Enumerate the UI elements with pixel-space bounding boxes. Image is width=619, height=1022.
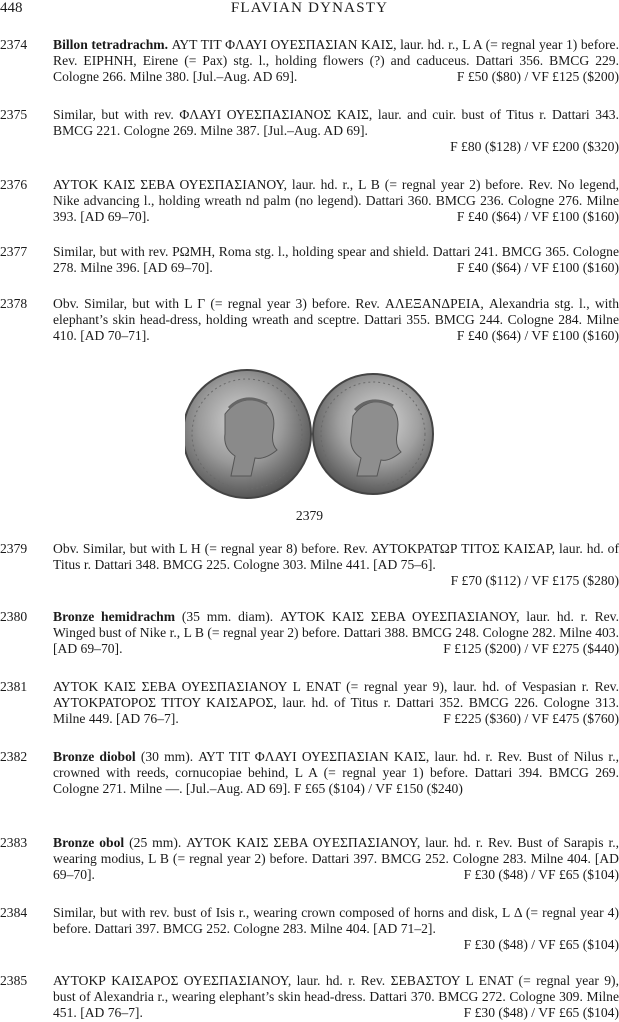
entry-description: Obv. Similar, but with L H (= regnal year 8) before. Rev. ΑΥΤΟΚΡΑΤΩΡ ΤΙΤΟΣ ΚΑΙΣΑΡ, laur. hd. of Titus r. Dattari 348. BMCG 225. Cologne 303. Milne 441. [AD 75–6]. — [53, 541, 619, 573]
catalogue-entry — [0, 973, 619, 1022]
entry-description: Obv. Similar, but with L Γ (= regnal year 3) before. Rev. ΑΛΕΞΑΝΔΡΕΙΑ, Alexandria stg. l., with elephant’s skin head-dress, holding wreath and sceptre. Dattari 355. BMCG 244. Cologne 284. Milne 410. [AD 70–71]. — [53, 296, 619, 344]
catalogue-entry — [0, 107, 619, 156]
entry-number: 2380 — [0, 609, 28, 624]
entry-number: 2376 — [0, 177, 28, 192]
entry-price: F £30 ($48) / VF £65 ($104) — [463, 867, 619, 883]
entry-title: Bronze diobol — [53, 749, 136, 764]
entry-price: F £225 ($360) / VF £475 ($760) — [443, 711, 619, 727]
entry-price: F £65 ($104) / VF £150 ($240) — [293, 781, 463, 797]
entry-price: F £70 ($112) / VF £175 ($280) — [450, 573, 619, 589]
entry-title: Billon tetradrachm. — [53, 37, 168, 52]
catalogue-entry — [0, 177, 619, 226]
catalogue-entry — [0, 905, 619, 954]
entry-number: 2381 — [0, 679, 28, 694]
catalogue-entry — [0, 609, 619, 658]
entry-description: Similar, but with rev. bust of Isis r., wearing crown composed of horns and disk, L Δ (= regnal year 4) before. Dattari 397. BMCG 252. Cologne 283. Milne 404. [AD 71–2]. — [53, 905, 619, 937]
entry-description: (30 mm). ΑΥΤ ΤΙΤ ΦΛΑΥΙ ΟΥΕΣΠΑΣΙΑΝ ΚΑΙΣ, laur. hd. r. Rev. Bust of Nilus r., crowned with reeds, cornucopiae behind, L A (= regnal year 1) before. Dattari 394. BMCG 269. Cologne 271. Milne —. [Jul.–Aug. AD 69]. — [53, 749, 619, 797]
entry-price: F £40 ($64) / VF £100 ($160) — [456, 260, 619, 276]
entry-price: F £80 ($128) / VF £200 ($320) — [450, 139, 619, 155]
catalogue-entry — [0, 749, 619, 798]
entry-number: 2384 — [0, 905, 28, 920]
catalogue-entry — [0, 296, 619, 345]
entry-number: 2378 — [0, 296, 28, 311]
catalogue-entry — [0, 835, 619, 884]
catalogue-entry — [0, 244, 619, 276]
entry-price: F £40 ($64) / VF £100 ($160) — [456, 209, 619, 225]
entry-number: 2383 — [0, 835, 28, 850]
running-head: FLAVIAN DYNASTY — [230, 0, 389, 16]
entry-description: ΑΥΤΟΚΡ ΚΑΙΣΑΡΟΣ ΟΥΕΣΠΑΣΙΑΝΟΥ, laur. hd. r. Rev. ΣΕΒΑΣΤΟΥ L ΕΝΑΤ (= regnal year 9), bust of Alexandria r., wearing elephant’s skin head-dress. Dattari 370. BMCG 272. Cologne 309. Milne 451. [AD 76–7]. — [53, 973, 619, 1021]
entry-number: 2375 — [0, 107, 28, 122]
page-header — [0, 0, 619, 20]
entry-description: Similar, but with rev. ΦΛΑΥΙ ΟΥΕΣΠΑΣΙΑΝΟΣ ΚΑΙΣ, laur. and cuir. bust of Titus r. Dattari 343. BMCG 221. Cologne 269. Milne 387. [Jul.–Aug. AD 69]. — [53, 107, 619, 139]
coin-photograph — [185, 364, 435, 504]
entry-description: ΑΥΤ ΤΙΤ ΦΛΑΥΙ ΟΥΕΣΠΑΣΙΑΝ ΚΑΙΣ, laur. hd. r., L A (= regnal year 1) before. Rev. ΕΙΡΗΝΗ, Eirene (= Pax) stg. l., holding flowers (?) and caduceus. Dattari 356. BMCG 229. Cologne 266. Milne 380. [Jul.–Aug. AD 69]. — [53, 37, 619, 85]
reverse-coin — [313, 374, 433, 494]
entry-title: Bronze obol — [53, 835, 125, 850]
entry-price: F £30 ($48) / VF £65 ($104) — [463, 937, 619, 953]
entry-description: ΑΥΤΟΚ ΚΑΙΣ ΣΕΒΑ ΟΥΕΣΠΑΣΙΑΝΟΥ, laur. hd. r., L B (= regnal year 2) before. Rev. No legend, Nike advancing l., holding wreath nd palm (no legend). Dattari 360. BMCG 236. Cologne 276. Milne 393. [AD 69–70]. — [53, 177, 619, 225]
obverse-coin — [185, 370, 311, 498]
catalogue-entry — [0, 37, 619, 86]
catalogue-entry — [0, 541, 619, 590]
entry-price: F £125 ($200) / VF £275 ($440) — [443, 641, 619, 657]
entry-number: 2374 — [0, 37, 28, 52]
entry-number: 2377 — [0, 244, 28, 259]
entry-number: 2382 — [0, 749, 28, 764]
entry-description: Similar, but with rev. ΡΩΜΗ, Roma stg. l., holding spear and shield. Dattari 241. BMCG 365. Cologne 278. Milne 396. [AD 69–70]. — [53, 244, 619, 276]
entry-title: Bronze hemidrachm — [53, 609, 176, 624]
entry-price: F £30 ($48) / VF £65 ($104) — [463, 1005, 619, 1021]
entry-price: F £40 ($64) / VF £100 ($160) — [456, 328, 619, 344]
entry-number: 2379 — [0, 541, 28, 556]
entry-price: F £50 ($80) / VF £125 ($200) — [456, 69, 619, 85]
entry-description: (35 mm. diam). ΑΥΤΟΚ ΚΑΙΣ ΣΕΒΑ ΟΥΕΣΠΑΣΙΑΝΟΥ, laur. hd. r. Rev. Winged bust of Nike r., L B (= regnal year 2) before. Dattari 388. BMCG 248. Cologne 282. Milne 403. [AD 69–70]. — [53, 609, 619, 657]
entry-number: 2385 — [0, 973, 28, 988]
figure-caption: 2379 — [295, 508, 324, 523]
catalogue-entry — [0, 679, 619, 728]
entry-description: ΑΥΤΟΚ ΚΑΙΣ ΣΕΒΑ ΟΥΕΣΠΑΣΙΑΝΟΥ L ΕΝΑΤ (= regnal year 9), laur. hd. of Vespasian r. Rev. ΑΥΤΟΚΡΑΤΟΡΟΣ ΤΙΤΟΥ ΚΑΙΣΑΡΟΣ, laur. hd. of Titus r. Dattari 352. BMCG 226. Cologne 313. Milne 449. [AD 76–7]. — [53, 679, 619, 727]
page-number: 448 — [0, 0, 23, 16]
entry-description: (25 mm). ΑΥΤΟΚ ΚΑΙΣ ΣΕΒΑ ΟΥΕΣΠΑΣΙΑΝΟΥ, laur. hd. r. Rev. Bust of Sarapis r., wearing modius, L B (= regnal year 2) before. Dattari 397. BMCG 252. Cologne 283. Milne 404. [AD 69–70]. — [53, 835, 619, 883]
